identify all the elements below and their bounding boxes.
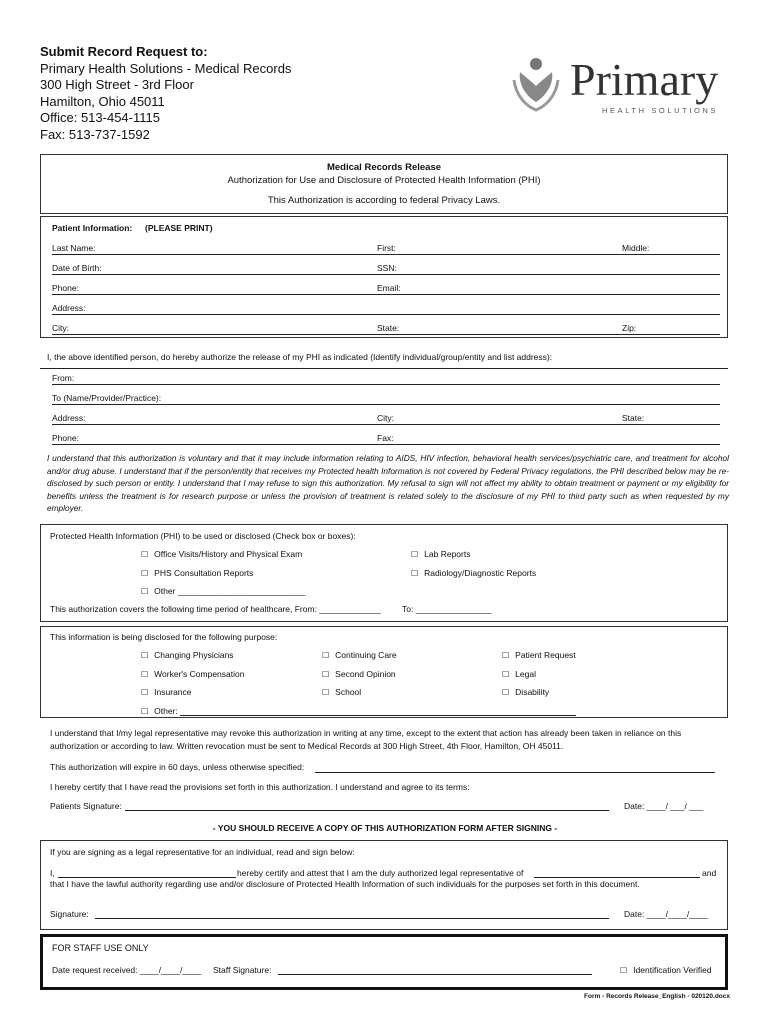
address-line-3: Hamilton, Ohio 45011 <box>40 93 165 109</box>
legal-rep-authority: that I have the lawful authority regarding use and/or disclosure of Protected Health Information of such individuals for the purposes set forth in this document. <box>50 879 640 889</box>
legal-rep-name-field[interactable] <box>58 877 236 878</box>
primary-logo <box>510 50 725 120</box>
middle-name-label: Middle: <box>622 243 650 253</box>
checkbox-icon[interactable]: ☐ <box>141 587 149 596</box>
staff-signature-field[interactable] <box>278 974 592 975</box>
patient-info-heading: Patient Information: <box>52 223 133 233</box>
first-name-label: First: <box>377 243 396 253</box>
revocation-statement: I understand that I/my legal representative may revoke this authorization in writing at any time, except to the extent that action has already been taken in reliance on this authorization or according to law. Written revocation must be sent to Medical Records at 300 High Street, 4th Floor, Hamilton, OH 45011. <box>50 728 682 751</box>
certify-statement: I hereby certify that I have read the provisions set forth in this authorization. I understand and agree to its terms: <box>50 782 470 792</box>
submit-title: Submit Record Request to: <box>40 44 208 59</box>
ssn-label: SSN: <box>377 263 397 273</box>
recipient-address-field[interactable] <box>52 424 720 425</box>
phone-label: Phone: <box>52 283 79 293</box>
legal-rep-and: and <box>702 868 717 878</box>
form-title: Medical Records Release <box>326 162 442 173</box>
purpose-disability[interactable]: ☐ Disability <box>502 687 550 697</box>
form-subtitle: Authorization for Use and Disclosure of Protected Health Information (PHI) <box>227 175 541 186</box>
checkbox-icon[interactable]: ☐ <box>141 688 149 697</box>
to-label: To (Name/Provider/Practice): <box>52 393 162 403</box>
purpose-changing-physicians[interactable]: ☐ Changing Physicians <box>141 650 234 660</box>
purpose-workers-comp[interactable]: ☐ Worker's Compensation <box>141 669 245 679</box>
lab-reports-option[interactable]: ☐ Lab Reports <box>411 549 471 559</box>
purpose-insurance[interactable]: ☐ Insurance <box>141 687 192 697</box>
checkbox-icon[interactable]: ☐ <box>620 966 628 975</box>
checkbox-icon[interactable]: ☐ <box>141 707 149 716</box>
checkbox-icon[interactable]: ☐ <box>141 651 149 660</box>
legal-rep-signature-field[interactable] <box>95 918 609 919</box>
recipient-phone-label: Phone: <box>52 433 79 443</box>
consultation-reports-option[interactable]: ☐ PHS Consultation Reports <box>141 568 254 578</box>
phi-heading: Protected Health Information (PHI) to be used or disclosed (Check box or boxes): <box>50 531 356 541</box>
email-label: Email: <box>377 283 401 293</box>
patient-info-box <box>40 216 728 338</box>
section-divider <box>40 368 728 369</box>
checkbox-icon[interactable]: ☐ <box>141 670 149 679</box>
name-field[interactable] <box>52 254 720 255</box>
voluntary-statement: I understand that this authorization is voluntary and that it may include information relating to AIDS, HIV infection, behavioral health services/psychiatric care, and treatment for alcohol and/or drug abuse. I understand that if the person/entity that receives my Protected health Information is not covered by Federal Privacy regulations, the PHI described below may be re-disclosed by such person or entity. I understand that I may refuse to sign this authorization. My refusal to sign will not affect my ability to obtain treatment or payment or my eligibility for benefits unless the treatment is for research purpose or unless the provision of treatment is related solely to the disclosure of my PHI to third party such as when requested by my employer. <box>47 453 729 514</box>
patient-signature-date[interactable]: Date: ____/ ___/ ___ <box>624 801 704 811</box>
legal-rep-heading: If you are signing as a legal representative for an individual, read and sign below: <box>50 847 355 857</box>
purpose-legal[interactable]: ☐ Legal <box>502 669 536 679</box>
address-label: Address: <box>52 303 86 313</box>
please-print: (PLEASE PRINT) <box>145 223 213 233</box>
copy-notice: - YOU SHOULD RECEIVE A COPY OF THIS AUTHORIZATION FORM AFTER SIGNING - <box>212 823 558 833</box>
represented-individual-field[interactable] <box>534 877 700 878</box>
checkbox-icon[interactable]: ☐ <box>322 688 330 697</box>
expiration-statement: This authorization will expire in 60 days, unless otherwise specified: <box>50 762 305 772</box>
city-label: City: <box>52 323 69 333</box>
id-verified-option[interactable]: ☐ Identification Verified <box>620 965 712 975</box>
time-period-to: To: ________________ <box>402 604 492 614</box>
last-name-label: Last Name: <box>52 243 96 253</box>
submit-to-block <box>40 44 291 143</box>
purpose-patient-request[interactable]: ☐ Patient Request <box>502 650 576 660</box>
patient-signature-label: Patients Signature: <box>50 801 122 811</box>
checkbox-icon[interactable]: ☐ <box>502 688 510 697</box>
purpose-school[interactable]: ☐ School <box>322 687 362 697</box>
state-label: State: <box>377 323 400 333</box>
authorize-statement: I, the above identified person, do hereby authorize the release of my PHI as indicated (Identify individual/group/entity and list address): <box>47 352 553 362</box>
logo-subtitle: HEALTH SOLUTIONS <box>602 106 719 115</box>
logo-mark-icon <box>510 50 725 120</box>
checkbox-icon[interactable]: ☐ <box>141 569 149 578</box>
recipient-address-label: Address: <box>52 413 86 423</box>
logo-word: Primary <box>570 54 719 105</box>
checkbox-icon[interactable]: ☐ <box>411 550 419 559</box>
office-phone: Office: 513-454-1115 <box>40 110 160 125</box>
to-field[interactable] <box>52 404 720 405</box>
recipient-phone-fax-field[interactable] <box>52 444 720 445</box>
dob-ssn-field[interactable] <box>52 274 720 275</box>
checkbox-icon[interactable]: ☐ <box>502 651 510 660</box>
checkbox-icon[interactable]: ☐ <box>141 550 149 559</box>
legal-rep-i: I, <box>50 868 55 878</box>
form-title-box <box>40 154 728 214</box>
other-phi-option[interactable]: ☐ Other ___________________________ <box>141 586 306 596</box>
staff-signature-label: Staff Signature: <box>213 965 272 975</box>
zip-label: Zip: <box>622 323 637 333</box>
from-field[interactable] <box>52 384 720 385</box>
office-visits-option[interactable]: ☐ Office Visits/History and Physical Exam <box>141 549 303 559</box>
legal-rep-attest: hereby certify and attest that I am the duly authorized legal representative of <box>237 868 524 878</box>
purpose-other[interactable]: ☐ Other: <box>141 706 178 716</box>
purpose-heading: This information is being disclosed for the following purpose: <box>50 632 278 642</box>
form-footer: Form - Records Release_English - 020120.docx <box>584 993 730 1000</box>
time-period-from: This authorization covers the following time period of healthcare, From: _____________ <box>50 604 381 614</box>
staff-use-heading: FOR STAFF USE ONLY <box>52 943 149 953</box>
purpose-other-field[interactable] <box>180 715 576 716</box>
recipient-city-label: City: <box>377 413 394 423</box>
address-line-2: 300 High Street - 3rd Floor <box>40 77 194 92</box>
address-line-1: Primary Health Solutions - Medical Records <box>40 60 292 76</box>
date-received[interactable]: Date request received: ____/____/____ <box>52 965 202 975</box>
legal-rep-signature-label: Signature: <box>50 909 89 919</box>
patient-signature-field[interactable] <box>125 810 609 811</box>
purpose-continuing-care[interactable]: ☐ Continuing Care <box>322 650 397 660</box>
checkbox-icon[interactable]: ☐ <box>411 569 419 578</box>
recipient-fax-label: Fax: <box>377 433 394 443</box>
recipient-state-label: State: <box>622 413 645 423</box>
phone-email-field[interactable] <box>52 294 720 295</box>
legal-rep-date[interactable]: Date: ____/____/____ <box>624 909 709 919</box>
expiration-field[interactable] <box>315 772 715 773</box>
from-label: From: <box>52 373 75 383</box>
address-field[interactable] <box>52 314 720 315</box>
federal-law-note: This Authorization is according to federal Privacy Laws. <box>267 195 501 206</box>
checkbox-icon[interactable]: ☐ <box>502 670 510 679</box>
city-state-zip-field[interactable] <box>52 334 720 335</box>
fax-number: Fax: 513-737-1592 <box>40 126 150 142</box>
checkbox-icon[interactable]: ☐ <box>322 651 330 660</box>
purpose-second-opinion[interactable]: ☐ Second Opinion <box>322 669 396 679</box>
checkbox-icon[interactable]: ☐ <box>322 670 330 679</box>
dob-label: Date of Birth: <box>52 263 102 273</box>
radiology-reports-option[interactable]: ☐ Radiology/Diagnostic Reports <box>411 568 537 578</box>
